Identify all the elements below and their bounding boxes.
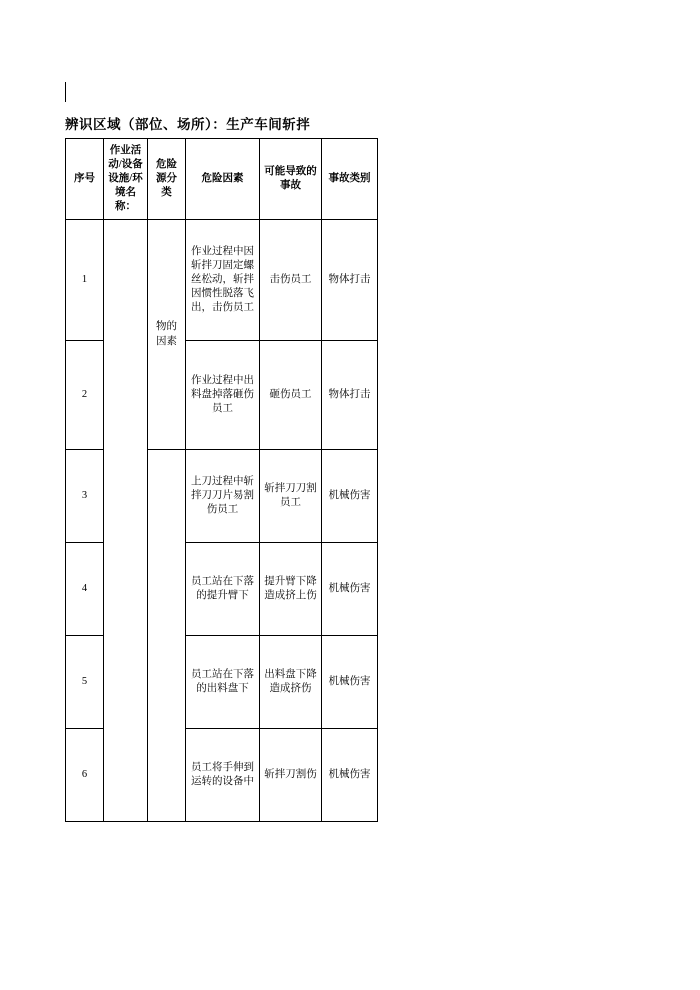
cell-no: 3 xyxy=(66,450,104,543)
table-header-row xyxy=(66,139,378,220)
cell-possible-accident: 击伤员工 xyxy=(260,220,322,341)
cell-no: 2 xyxy=(66,341,104,450)
cell-source-category-merged: 物的因素 xyxy=(148,220,186,450)
cell-hazard-factor: 员工将手伸到运转的设备中 xyxy=(186,729,260,822)
column-header-no: 序号 xyxy=(66,139,104,220)
cell-possible-accident: 斩拌刀刀割员工 xyxy=(260,450,322,543)
cell-source-category-blank xyxy=(148,450,186,822)
cell-possible-accident: 砸伤员工 xyxy=(260,341,322,450)
column-header-hazard-factor: 危险因素 xyxy=(186,139,260,220)
cell-no: 4 xyxy=(66,543,104,636)
page-title: 辨识区域（部位、场所）：生产车间斩拌 xyxy=(65,117,311,132)
cell-possible-accident: 斩拌刀割伤 xyxy=(260,729,322,822)
cell-accident-type: 机械伤害 xyxy=(322,729,378,822)
cell-accident-type: 机械伤害 xyxy=(322,450,378,543)
cell-hazard-factor: 作业过程中因斩拌刀固定螺丝松动，斩拌因惯性脱落飞出，击伤员工 xyxy=(186,220,260,341)
cell-accident-type: 物体打击 xyxy=(322,220,378,341)
cell-hazard-factor: 员工站在下落的提升臂下 xyxy=(186,543,260,636)
cell-hazard-factor: 员工站在下落的出料盘下 xyxy=(186,636,260,729)
column-header-accident-type: 事故类别 xyxy=(322,139,378,220)
column-header-source-category: 危险源分类 xyxy=(148,139,186,220)
cell-accident-type: 物体打击 xyxy=(322,341,378,450)
cell-accident-type: 机械伤害 xyxy=(322,543,378,636)
cell-hazard-factor: 作业过程中出料盘掉落砸伤员工 xyxy=(186,341,260,450)
cell-no: 5 xyxy=(66,636,104,729)
risk-identification-table xyxy=(65,138,378,822)
margin-tick xyxy=(65,82,66,102)
cell-possible-accident: 提升臂下降造成挤上伤 xyxy=(260,543,322,636)
cell-no: 6 xyxy=(66,729,104,822)
cell-no: 1 xyxy=(66,220,104,341)
cell-activity-merged xyxy=(104,220,148,822)
table-body xyxy=(66,220,378,822)
cell-hazard-factor: 上刀过程中斩拌刀刀片易割伤员工 xyxy=(186,450,260,543)
table-header xyxy=(66,139,378,220)
column-header-possible-accident: 可能导致的事故 xyxy=(260,139,322,220)
cell-possible-accident: 出料盘下降造成挤伤 xyxy=(260,636,322,729)
cell-accident-type: 机械伤害 xyxy=(322,636,378,729)
column-header-activity: 作业活动/设备设施/环境名称： xyxy=(104,139,148,220)
table-row xyxy=(66,220,378,341)
